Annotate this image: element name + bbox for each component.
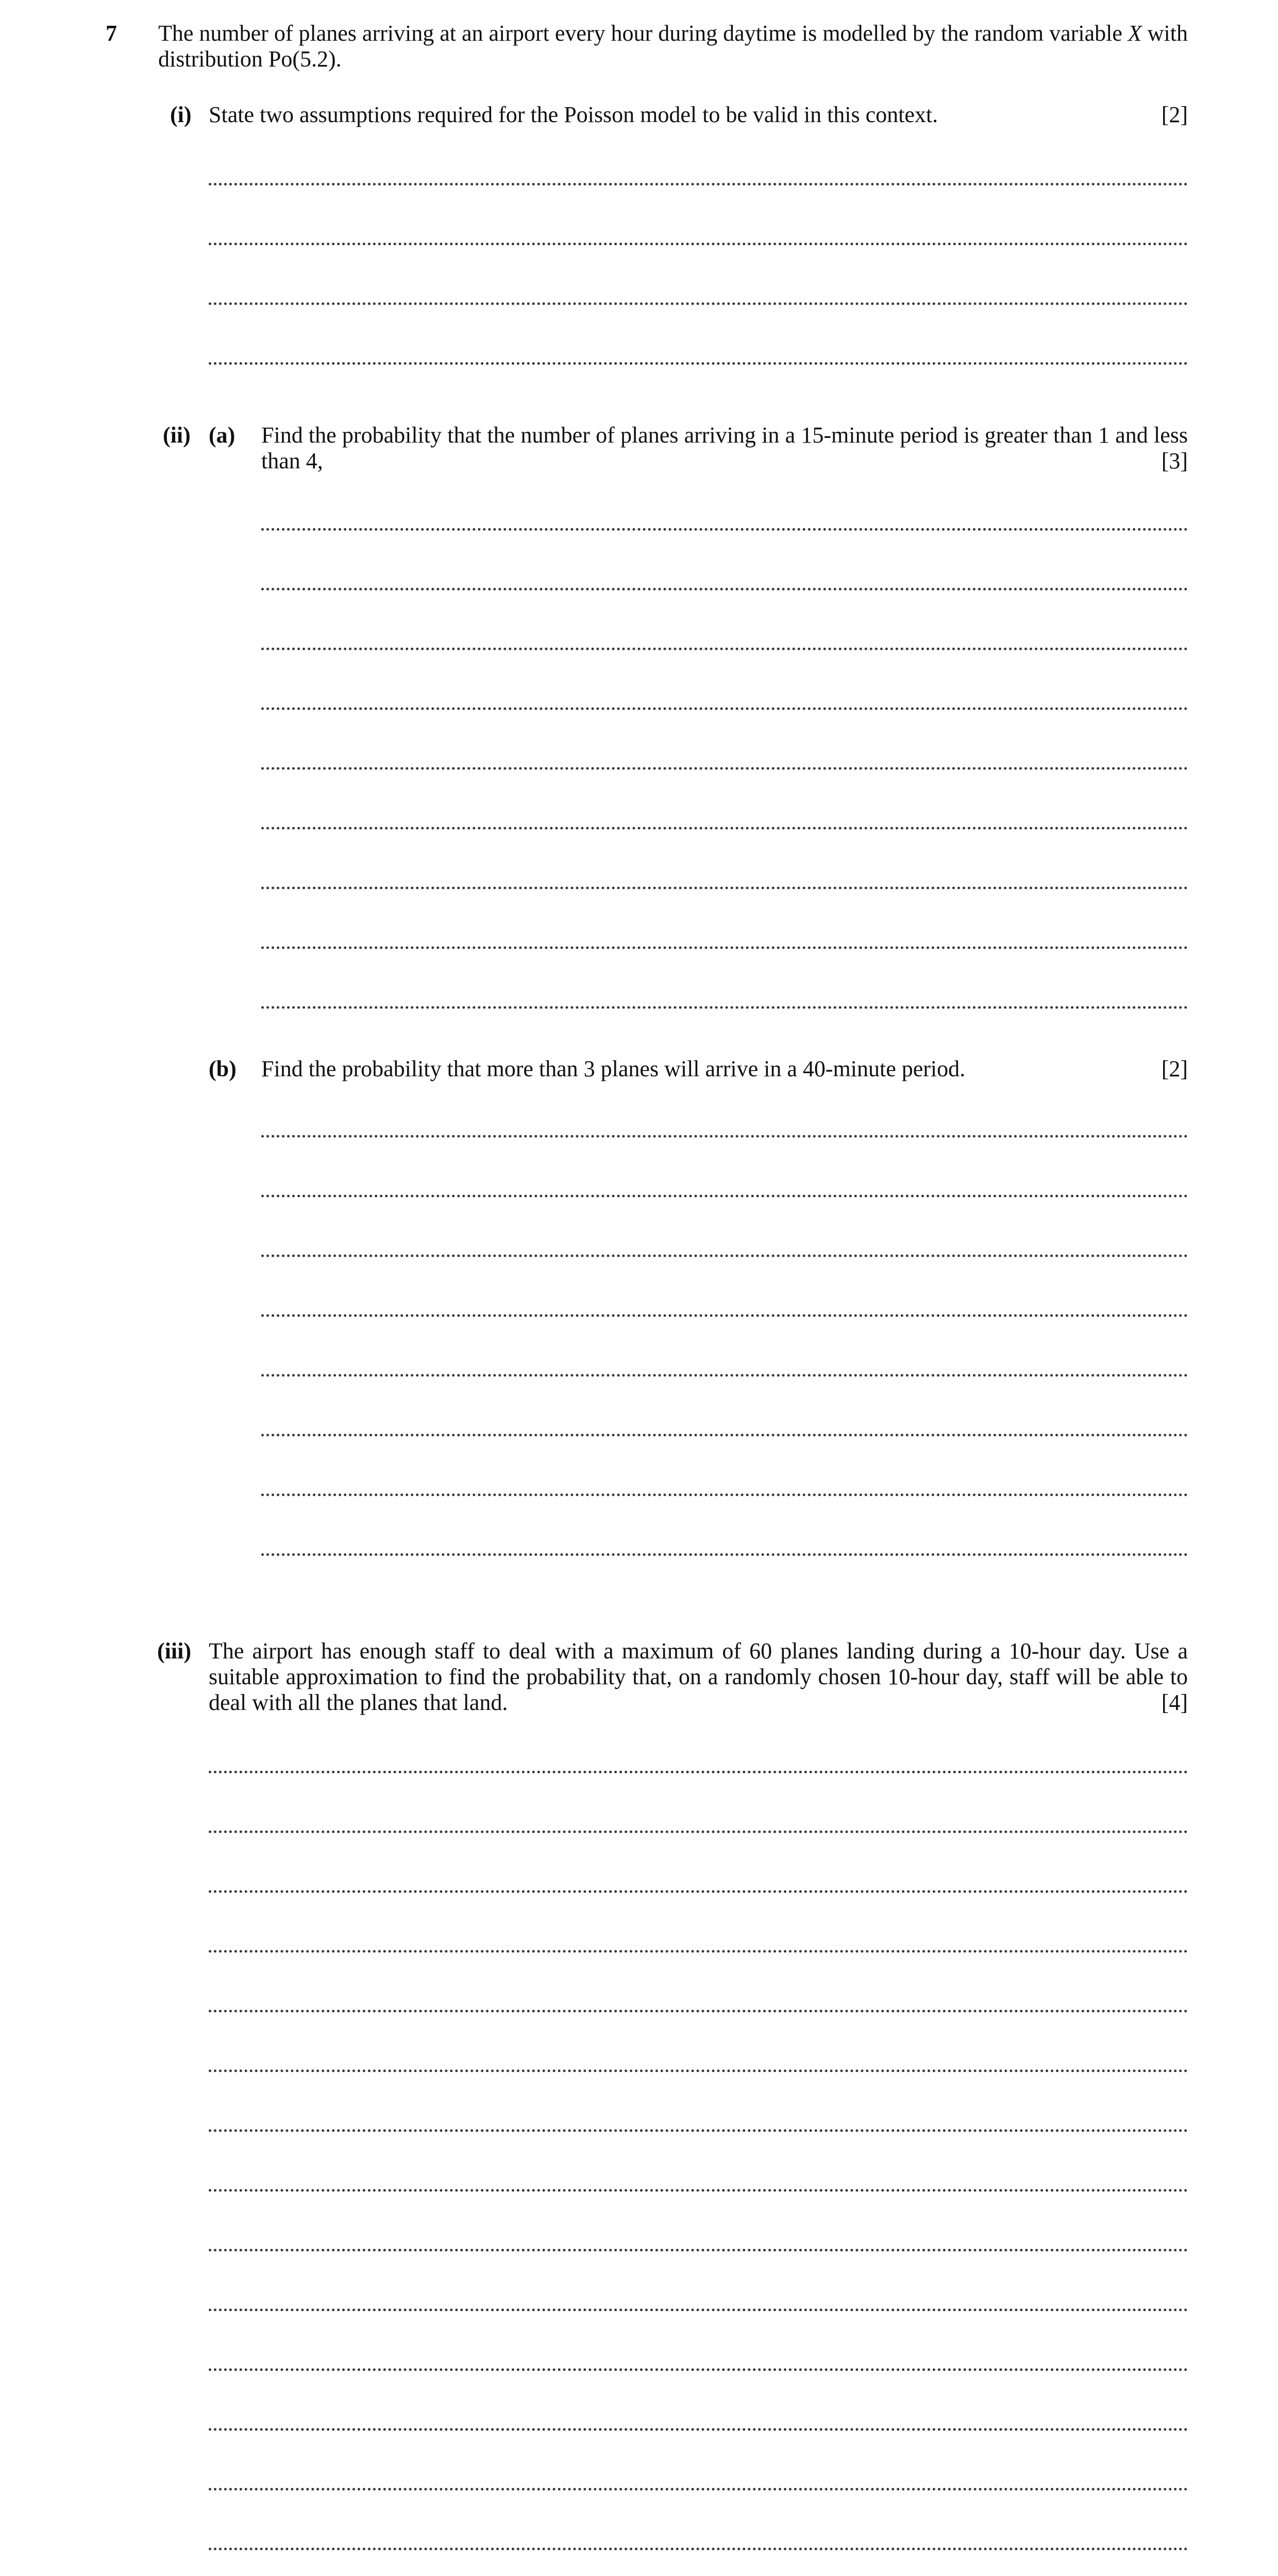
part-iii-marks: [4]: [1161, 1690, 1188, 1715]
part-iii-label: (iii): [157, 1638, 191, 1664]
part-i-marks: [2]: [1161, 102, 1188, 127]
answer-line[interactable]: [209, 183, 1188, 185]
question-number: 7: [106, 21, 117, 46]
answer-line[interactable]: [261, 1006, 1188, 1009]
part-iii-text: The airport has enough staff to deal with a maximum of 60 planes landing during a 10-hour day. Use a suitable approximation to find the probability that, on a randomly chosen 10-hour day, staff will be able to deal with all the planes that land.: [209, 1638, 1188, 1715]
answer-line[interactable]: [261, 887, 1188, 889]
answer-line[interactable]: [261, 946, 1188, 949]
answer-line[interactable]: [261, 588, 1188, 590]
answer-line[interactable]: [261, 1255, 1188, 1257]
answer-line[interactable]: [209, 2249, 1188, 2251]
answer-line[interactable]: [209, 2368, 1188, 2371]
part-ii-a-text: Find the probability that the number of planes arriving in a 15-minute period is greater than 1 and less than 4,: [261, 422, 1188, 473]
answer-line[interactable]: [209, 1831, 1188, 1833]
answer-line[interactable]: [261, 767, 1188, 770]
answer-line[interactable]: [209, 2070, 1188, 2072]
part-ii-b-label: (b): [209, 1056, 237, 1081]
answer-line[interactable]: [209, 2189, 1188, 2192]
question-stem-start: The number of planes arriving at an airport every hour during daytime is modelled by the random variable: [158, 21, 1128, 46]
answer-line[interactable]: [209, 1890, 1188, 1893]
part-i-label: (i): [170, 102, 192, 127]
random-variable: X: [1128, 21, 1142, 46]
answer-line[interactable]: [209, 2488, 1188, 2490]
answer-line[interactable]: [261, 707, 1188, 710]
answer-line[interactable]: [261, 827, 1188, 829]
answer-line[interactable]: [261, 1494, 1188, 1496]
part-ii-a-label: (a): [209, 422, 236, 448]
answer-line[interactable]: [261, 1553, 1188, 1556]
answer-line[interactable]: [209, 243, 1188, 245]
answer-line[interactable]: [209, 362, 1188, 365]
answer-line[interactable]: [261, 1374, 1188, 1377]
answer-line[interactable]: [209, 1771, 1188, 1773]
answer-line[interactable]: [209, 2548, 1188, 2550]
answer-line[interactable]: [209, 2129, 1188, 2132]
answer-line[interactable]: [209, 2309, 1188, 2311]
part-i-text: State two assumptions required for the Poisson model to be valid in this context.: [209, 102, 938, 127]
question-stem: [158, 21, 1188, 72]
answer-line[interactable]: [261, 1314, 1188, 1317]
part-ii-label: (ii): [163, 422, 191, 448]
part-ii-a-marks: [3]: [1161, 448, 1188, 473]
answer-line[interactable]: [261, 1135, 1188, 1138]
answer-line[interactable]: [261, 528, 1188, 531]
answer-line[interactable]: [261, 1195, 1188, 1197]
answer-line[interactable]: [261, 648, 1188, 650]
answer-line[interactable]: [209, 2010, 1188, 2012]
answer-line[interactable]: [209, 2428, 1188, 2431]
part-ii-b-text: Find the probability that more than 3 planes will arrive in a 40-minute period.: [261, 1056, 966, 1081]
answer-line[interactable]: [209, 1950, 1188, 1953]
question-stem-end: with distribution Po(5.2).: [158, 21, 1188, 72]
answer-line[interactable]: [209, 302, 1188, 305]
part-ii-b-marks: [2]: [1161, 1056, 1188, 1081]
answer-line[interactable]: [261, 1434, 1188, 1436]
